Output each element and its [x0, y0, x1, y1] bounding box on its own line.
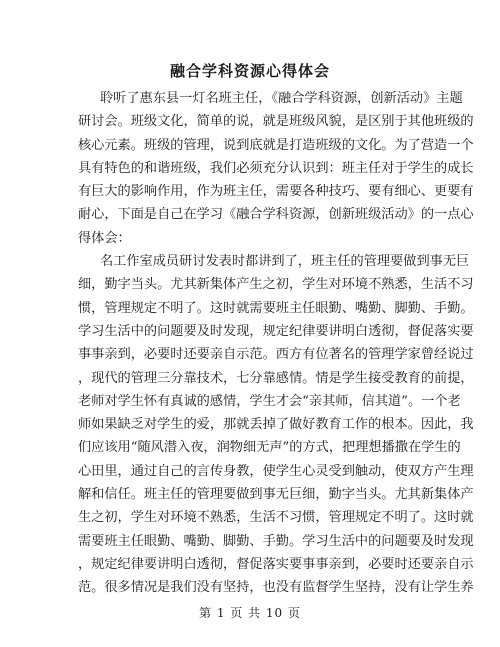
text-line: 聆听了惠东县一灯名班主任，《融合学科资源，创新活动》主题 [100, 91, 463, 106]
text-line: 具有特色的和谐班级，我们必须充分认识到：班主任对于学生的成长 [78, 160, 474, 176]
text-line: 解和信任。班主任的管理要做到事无巨细，勤字当头。尤其新集体产 [78, 487, 474, 503]
text-line: 生之初，学生对环境不熟悉，生活不习惯，管理规定不明了。这时就 [78, 510, 474, 526]
text-line: 惯，管理规定不明了。这时就需要班主任眼勤、嘴勤、脚勤、手勤。 [78, 300, 474, 316]
text-line: 研讨会。班级文化，简单的说，就是班级风貌，是区别于其他班级的 [78, 114, 474, 130]
text-line: ，规定纪律要讲明白透彻，督促落实要事事亲到，必要时还要亲自示 [78, 556, 474, 572]
document-body [78, 87, 474, 600]
text-line: ，现代的管理三分靠技术，七分靠感情。情是学生接受教育的前提， [78, 370, 474, 386]
text-line: 心田里，通过自己的言传身教，使学生心灵受到触动，使双方产生理 [78, 463, 474, 479]
text-line: 有巨大的影响作用，作为班主任，需要各种技巧、要有细心、更要有 [78, 184, 474, 200]
text-line: 事事亲到，必要时还要亲自示范。西方有位著名的管理学家曾经说过 [78, 347, 474, 363]
text-line: 名工作室成员研讨发表时都讲到了，班主任的管理要做到事无巨 [100, 254, 470, 270]
text-line: 们应该用“随风潜入夜，润物细无声”的方式，把理想播撒在学生的 [78, 440, 461, 456]
text-line: 范。很多情况是我们没有坚持，也没有监督学生坚持，没有让学生养 [78, 580, 474, 596]
text-line: 核心元素。班级的管理，说到底就是打造班级的文化。为了营造一个 [78, 137, 474, 153]
text-line: 师如果缺乏对学生的爱，那就丢掉了做好教育工作的根本。因此，我 [78, 417, 474, 433]
text-line: 得体会： [78, 230, 131, 246]
text-line: 耐心，下面是自己在学习《融合学科资源，创新班级活动》的一点心 [78, 207, 474, 223]
document-title: 融合学科资源心得体会 [169, 62, 330, 80]
page-footer: 第 1 页 共 10 页 [199, 606, 301, 620]
text-line: 需要班主任眼勤、嘴勤、脚勤、手勤。学习生活中的问题要及时发现 [78, 533, 474, 549]
text-line: 细，勤字当头。尤其新集体产生之初，学生对环境不熟悉，生活不习 [78, 277, 474, 293]
text-line: 学习生活中的问题要及时发现，规定纪律要讲明白透彻，督促落实要 [78, 323, 474, 339]
text-line: 老师对学生怀有真诚的感情，学生才会“亲其师，信其道”。一个老 [78, 393, 461, 409]
